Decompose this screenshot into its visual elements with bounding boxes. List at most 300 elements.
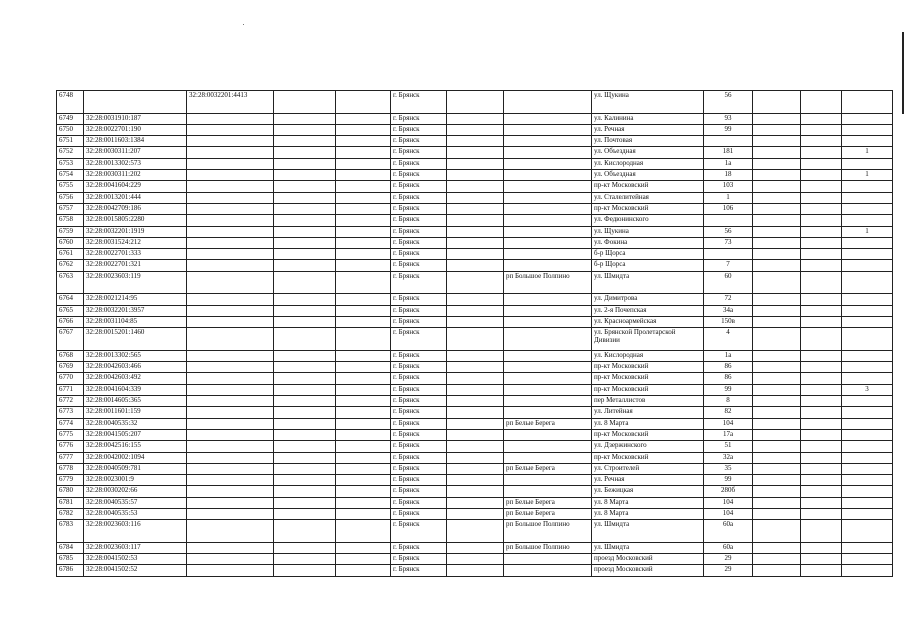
count-cell xyxy=(842,260,893,271)
settlement-cell xyxy=(504,113,592,124)
empty-cell xyxy=(753,520,801,543)
count-cell xyxy=(842,271,893,294)
empty-cell xyxy=(447,181,504,192)
empty-cell xyxy=(801,215,842,226)
street-cell: ул. Шмидта xyxy=(592,271,704,294)
city-cell: г. Брянск xyxy=(391,260,447,271)
empty-cell xyxy=(274,486,336,497)
reference-number-cell xyxy=(187,520,274,543)
empty-cell xyxy=(801,328,842,351)
row-number-cell: 6762 xyxy=(57,260,84,271)
street-cell: ул. Брянской Пролетарской Дивизии xyxy=(592,328,704,351)
reference-number-cell xyxy=(187,215,274,226)
empty-cell xyxy=(801,124,842,135)
city-cell: г. Брянск xyxy=(391,124,447,135)
count-cell xyxy=(842,362,893,373)
reference-number-cell xyxy=(187,486,274,497)
empty-cell xyxy=(753,316,801,327)
house-number-cell: 60а xyxy=(704,542,753,553)
empty-cell xyxy=(274,124,336,135)
empty-cell xyxy=(447,271,504,294)
row-number-cell: 6761 xyxy=(57,249,84,260)
empty-cell xyxy=(336,565,391,576)
empty-cell xyxy=(447,475,504,486)
empty-cell xyxy=(336,373,391,384)
empty-cell xyxy=(801,294,842,305)
empty-cell xyxy=(753,237,801,248)
empty-cell xyxy=(447,384,504,395)
street-cell: ул. Димитрова xyxy=(592,294,704,305)
empty-cell xyxy=(801,418,842,429)
count-cell xyxy=(842,486,893,497)
settlement-cell xyxy=(504,384,592,395)
empty-cell xyxy=(274,203,336,214)
empty-cell xyxy=(801,373,842,384)
cadastral-number-cell: 32:28:0015201:1460 xyxy=(84,328,187,351)
house-number-cell: 18 xyxy=(704,170,753,181)
empty-cell xyxy=(336,215,391,226)
cadastral-number-cell: 32:28:0030311:202 xyxy=(84,170,187,181)
empty-cell xyxy=(274,192,336,203)
settlement-cell xyxy=(504,249,592,260)
settlement-cell xyxy=(504,237,592,248)
city-cell: г. Брянск xyxy=(391,305,447,316)
count-cell xyxy=(842,463,893,474)
cadastral-number-cell: 32:28:0041502:52 xyxy=(84,565,187,576)
empty-cell xyxy=(753,554,801,565)
empty-cell xyxy=(274,249,336,260)
empty-cell xyxy=(274,463,336,474)
reference-number-cell xyxy=(187,294,274,305)
settlement-cell xyxy=(504,316,592,327)
empty-cell xyxy=(801,305,842,316)
settlement-cell xyxy=(504,226,592,237)
empty-cell xyxy=(447,486,504,497)
settlement-cell xyxy=(504,554,592,565)
empty-cell xyxy=(447,113,504,124)
empty-cell xyxy=(274,136,336,147)
house-number-cell: 99 xyxy=(704,124,753,135)
empty-cell xyxy=(336,294,391,305)
empty-cell xyxy=(753,192,801,203)
row-number-cell: 6763 xyxy=(57,271,84,294)
settlement-cell xyxy=(504,441,592,452)
table-row xyxy=(57,508,893,519)
empty-cell xyxy=(801,429,842,440)
empty-cell xyxy=(801,542,842,553)
reference-number-cell xyxy=(187,113,274,124)
empty-cell xyxy=(274,113,336,124)
empty-cell xyxy=(336,237,391,248)
settlement-cell xyxy=(504,170,592,181)
count-cell xyxy=(842,520,893,543)
reference-number-cell xyxy=(187,136,274,147)
count-cell xyxy=(842,407,893,418)
house-number-cell: 93 xyxy=(704,113,753,124)
empty-cell xyxy=(801,260,842,271)
house-number-cell: 150в xyxy=(704,316,753,327)
cadastral-number-cell: 32:28:0031104:85 xyxy=(84,316,187,327)
cadastral-number-cell: 32:28:0041502:53 xyxy=(84,554,187,565)
empty-cell xyxy=(274,328,336,351)
street-cell: ул. Федюнинского xyxy=(592,215,704,226)
empty-cell xyxy=(274,542,336,553)
count-cell xyxy=(842,181,893,192)
cadastral-number-cell: 32:28:0042603:466 xyxy=(84,362,187,373)
settlement-cell: рп Белые Берега xyxy=(504,463,592,474)
empty-cell xyxy=(753,170,801,181)
empty-cell xyxy=(753,124,801,135)
reference-number-cell xyxy=(187,475,274,486)
empty-cell xyxy=(753,215,801,226)
scan-edge-line xyxy=(902,32,904,114)
city-cell: г. Брянск xyxy=(391,181,447,192)
table-row xyxy=(57,542,893,553)
table-row xyxy=(57,463,893,474)
empty-cell xyxy=(801,147,842,158)
city-cell: г. Брянск xyxy=(391,418,447,429)
cadastral-number-cell xyxy=(84,91,187,114)
house-number-cell: 35 xyxy=(704,463,753,474)
row-number-cell: 6751 xyxy=(57,136,84,147)
row-number-cell: 6786 xyxy=(57,565,84,576)
empty-cell xyxy=(753,475,801,486)
empty-cell xyxy=(801,565,842,576)
count-cell xyxy=(842,441,893,452)
reference-number-cell xyxy=(187,542,274,553)
empty-cell xyxy=(274,294,336,305)
empty-cell xyxy=(336,260,391,271)
house-number-cell: 181 xyxy=(704,147,753,158)
settlement-cell: рп Большое Полпино xyxy=(504,271,592,294)
house-number-cell: 32а xyxy=(704,452,753,463)
empty-cell xyxy=(753,565,801,576)
empty-cell xyxy=(336,520,391,543)
settlement-cell xyxy=(504,215,592,226)
cadastral-number-cell: 32:28:0022701:190 xyxy=(84,124,187,135)
row-number-cell: 6752 xyxy=(57,147,84,158)
city-cell: г. Брянск xyxy=(391,475,447,486)
table-row xyxy=(57,147,893,158)
city-cell: г. Брянск xyxy=(391,147,447,158)
cadastral-number-cell: 32:28:0022701:333 xyxy=(84,249,187,260)
street-cell: проезд Московский xyxy=(592,565,704,576)
table-row xyxy=(57,237,893,248)
empty-cell xyxy=(753,396,801,407)
street-cell: ул. Литейная xyxy=(592,407,704,418)
empty-cell xyxy=(336,452,391,463)
cadastral-number-cell: 32:28:0040535:57 xyxy=(84,497,187,508)
row-number-cell: 6775 xyxy=(57,429,84,440)
settlement-cell xyxy=(504,362,592,373)
empty-cell xyxy=(801,396,842,407)
city-cell: г. Брянск xyxy=(391,407,447,418)
table-row xyxy=(57,158,893,169)
reference-number-cell xyxy=(187,316,274,327)
empty-cell xyxy=(447,542,504,553)
empty-cell xyxy=(753,452,801,463)
city-cell: г. Брянск xyxy=(391,203,447,214)
city-cell: г. Брянск xyxy=(391,429,447,440)
row-number-cell: 6748 xyxy=(57,91,84,114)
empty-cell xyxy=(447,294,504,305)
empty-cell xyxy=(336,305,391,316)
empty-cell xyxy=(801,316,842,327)
empty-cell xyxy=(801,158,842,169)
house-number-cell: 34а xyxy=(704,305,753,316)
street-cell: ул. 2-я Почепская xyxy=(592,305,704,316)
street-cell: ул. Шмидта xyxy=(592,520,704,543)
street-cell: ул. Кислородная xyxy=(592,350,704,361)
empty-cell xyxy=(753,181,801,192)
settlement-cell: рп Белые Берега xyxy=(504,508,592,519)
table-row xyxy=(57,362,893,373)
count-cell xyxy=(842,203,893,214)
table-row xyxy=(57,124,893,135)
city-cell: г. Брянск xyxy=(391,136,447,147)
empty-cell xyxy=(274,418,336,429)
table-row xyxy=(57,486,893,497)
house-number-cell xyxy=(704,249,753,260)
empty-cell xyxy=(447,350,504,361)
settlement-cell: рп Большое Полпино xyxy=(504,542,592,553)
empty-cell xyxy=(336,226,391,237)
count-cell xyxy=(842,237,893,248)
settlement-cell xyxy=(504,486,592,497)
row-number-cell: 6776 xyxy=(57,441,84,452)
street-cell: пр-кт Московский xyxy=(592,384,704,395)
row-number-cell: 6753 xyxy=(57,158,84,169)
count-cell xyxy=(842,124,893,135)
empty-cell xyxy=(274,396,336,407)
empty-cell xyxy=(753,226,801,237)
row-number-cell: 6760 xyxy=(57,237,84,248)
empty-cell xyxy=(336,249,391,260)
city-cell: г. Брянск xyxy=(391,497,447,508)
empty-cell xyxy=(447,305,504,316)
reference-number-cell xyxy=(187,350,274,361)
empty-cell xyxy=(801,192,842,203)
count-cell xyxy=(842,136,893,147)
table-row xyxy=(57,91,893,114)
street-cell: пр-кт Московский xyxy=(592,181,704,192)
empty-cell xyxy=(274,441,336,452)
city-cell: г. Брянск xyxy=(391,486,447,497)
empty-cell xyxy=(274,237,336,248)
city-cell: г. Брянск xyxy=(391,373,447,384)
empty-cell xyxy=(801,441,842,452)
count-cell xyxy=(842,350,893,361)
settlement-cell xyxy=(504,475,592,486)
empty-cell xyxy=(336,362,391,373)
city-cell: г. Брянск xyxy=(391,520,447,543)
empty-cell xyxy=(274,475,336,486)
settlement-cell xyxy=(504,373,592,384)
table-row xyxy=(57,429,893,440)
row-number-cell: 6783 xyxy=(57,520,84,543)
empty-cell xyxy=(274,147,336,158)
table-row xyxy=(57,520,893,543)
cadastral-number-cell: 32:28:0042709:186 xyxy=(84,203,187,214)
table-row xyxy=(57,181,893,192)
house-number-cell: 106 xyxy=(704,203,753,214)
settlement-cell xyxy=(504,305,592,316)
city-cell: г. Брянск xyxy=(391,271,447,294)
empty-cell xyxy=(753,113,801,124)
empty-cell xyxy=(753,508,801,519)
street-cell: ул. Бежицкая xyxy=(592,486,704,497)
table-row xyxy=(57,373,893,384)
cadastral-number-cell: 32:28:0013201:444 xyxy=(84,192,187,203)
reference-number-cell xyxy=(187,181,274,192)
settlement-cell xyxy=(504,328,592,351)
empty-cell xyxy=(274,520,336,543)
cadastral-number-cell: 32:28:0042603:492 xyxy=(84,373,187,384)
empty-cell xyxy=(753,294,801,305)
reference-number-cell xyxy=(187,124,274,135)
empty-cell xyxy=(336,463,391,474)
row-number-cell: 6765 xyxy=(57,305,84,316)
empty-cell xyxy=(447,136,504,147)
house-number-cell: 99 xyxy=(704,384,753,395)
empty-cell xyxy=(336,486,391,497)
settlement-cell xyxy=(504,203,592,214)
reference-number-cell xyxy=(187,305,274,316)
table-row xyxy=(57,441,893,452)
table-row xyxy=(57,136,893,147)
street-cell: пр-кт Московский xyxy=(592,373,704,384)
empty-cell xyxy=(336,91,391,114)
settlement-cell: рп Белые Берега xyxy=(504,418,592,429)
city-cell: г. Брянск xyxy=(391,508,447,519)
empty-cell xyxy=(447,463,504,474)
table-row xyxy=(57,350,893,361)
house-number-cell: 60а xyxy=(704,520,753,543)
empty-cell xyxy=(274,508,336,519)
settlement-cell xyxy=(504,429,592,440)
row-number-cell: 6750 xyxy=(57,124,84,135)
row-number-cell: 6784 xyxy=(57,542,84,553)
empty-cell xyxy=(753,260,801,271)
city-cell: г. Брянск xyxy=(391,316,447,327)
street-cell: ул. Красноармейская xyxy=(592,316,704,327)
empty-cell xyxy=(447,497,504,508)
empty-cell xyxy=(801,463,842,474)
empty-cell xyxy=(447,260,504,271)
city-cell: г. Брянск xyxy=(391,463,447,474)
house-number-cell: 82 xyxy=(704,407,753,418)
table-row xyxy=(57,384,893,395)
empty-cell xyxy=(274,226,336,237)
row-number-cell: 6781 xyxy=(57,497,84,508)
empty-cell xyxy=(336,181,391,192)
city-cell: г. Брянск xyxy=(391,113,447,124)
empty-cell xyxy=(447,170,504,181)
cadastral-number-cell: 32:28:0031524:212 xyxy=(84,237,187,248)
cadastral-number-cell: 32:28:0042516:155 xyxy=(84,441,187,452)
empty-cell xyxy=(336,418,391,429)
count-cell xyxy=(842,373,893,384)
empty-cell xyxy=(447,565,504,576)
settlement-cell: рп Белые Берега xyxy=(504,497,592,508)
city-cell: г. Брянск xyxy=(391,192,447,203)
empty-cell xyxy=(801,249,842,260)
empty-cell xyxy=(801,181,842,192)
reference-number-cell xyxy=(187,508,274,519)
settlement-cell xyxy=(504,158,592,169)
empty-cell xyxy=(801,362,842,373)
empty-cell xyxy=(274,215,336,226)
reference-number-cell xyxy=(187,418,274,429)
count-cell xyxy=(842,508,893,519)
empty-cell xyxy=(336,192,391,203)
empty-cell xyxy=(801,226,842,237)
street-cell: ул. Шмидта xyxy=(592,542,704,553)
empty-cell xyxy=(753,384,801,395)
empty-cell xyxy=(447,452,504,463)
city-cell: г. Брянск xyxy=(391,565,447,576)
cadastral-number-cell: 32:28:0011601:159 xyxy=(84,407,187,418)
count-cell xyxy=(842,249,893,260)
empty-cell xyxy=(801,91,842,114)
empty-cell xyxy=(274,407,336,418)
empty-cell xyxy=(336,497,391,508)
count-cell xyxy=(842,554,893,565)
row-number-cell: 6764 xyxy=(57,294,84,305)
empty-cell xyxy=(447,124,504,135)
cadastral-number-cell: 32:28:0041604:229 xyxy=(84,181,187,192)
house-number-cell: 86 xyxy=(704,362,753,373)
empty-cell xyxy=(336,554,391,565)
count-cell xyxy=(842,294,893,305)
empty-cell xyxy=(447,91,504,114)
house-number-cell: 29 xyxy=(704,565,753,576)
count-cell xyxy=(842,158,893,169)
settlement-cell xyxy=(504,407,592,418)
house-number-cell: 17а xyxy=(704,429,753,440)
settlement-cell xyxy=(504,91,592,114)
reference-number-cell xyxy=(187,328,274,351)
street-cell: ул. Щукина xyxy=(592,91,704,114)
cadastral-number-cell: 32:28:0032201:1919 xyxy=(84,226,187,237)
street-cell: ул. Речная xyxy=(592,475,704,486)
empty-cell xyxy=(753,350,801,361)
reference-number-cell xyxy=(187,362,274,373)
empty-cell xyxy=(753,407,801,418)
empty-cell xyxy=(753,249,801,260)
house-number-cell: 86 xyxy=(704,373,753,384)
empty-cell xyxy=(801,203,842,214)
cadastral-number-cell: 32:28:0013302:573 xyxy=(84,158,187,169)
empty-cell xyxy=(447,396,504,407)
reference-number-cell xyxy=(187,373,274,384)
empty-cell xyxy=(753,373,801,384)
empty-cell xyxy=(274,260,336,271)
table-row xyxy=(57,452,893,463)
empty-cell xyxy=(801,475,842,486)
empty-cell xyxy=(801,136,842,147)
street-cell: ул. Щукина xyxy=(592,226,704,237)
reference-number-cell xyxy=(187,407,274,418)
cadastral-number-cell: 32:28:0040509:781 xyxy=(84,463,187,474)
count-cell xyxy=(842,91,893,114)
reference-number-cell xyxy=(187,396,274,407)
cadastral-number-cell: 32:28:0015805:2280 xyxy=(84,215,187,226)
house-number-cell: 104 xyxy=(704,497,753,508)
house-number-cell: 280б xyxy=(704,486,753,497)
empty-cell xyxy=(753,463,801,474)
empty-cell xyxy=(753,158,801,169)
